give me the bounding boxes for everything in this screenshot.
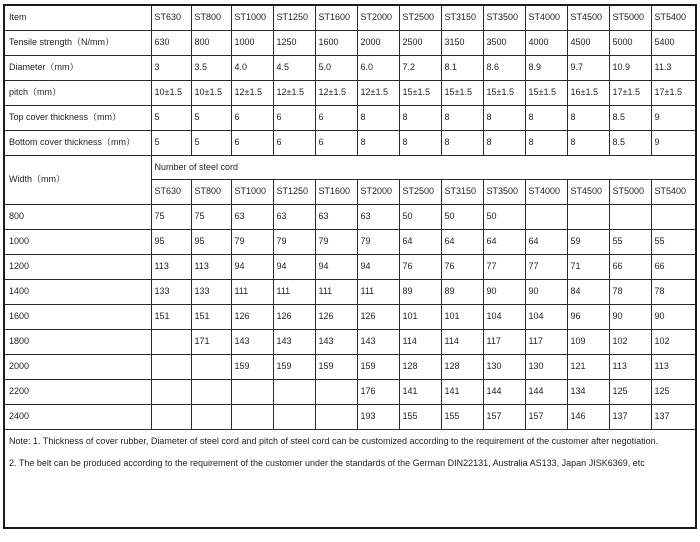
spec-value-cell: 3150 — [441, 31, 483, 56]
spec-value-cell: 8 — [483, 106, 525, 131]
cord-count-cell: 109 — [567, 330, 609, 355]
cord-count-cell: 78 — [651, 280, 697, 305]
cord-count-cell: 75 — [151, 205, 191, 230]
width-row — [5, 230, 697, 255]
spec-value-cell: 8 — [567, 131, 609, 156]
spec-value-cell: 12±1.5 — [231, 81, 273, 106]
cord-count-cell: 133 — [151, 280, 191, 305]
spec-value-cell: 630 — [151, 31, 191, 56]
cord-count-cell: 176 — [357, 380, 399, 405]
spec-row — [5, 31, 697, 56]
grade-header-cell: ST1250 — [273, 6, 315, 31]
cord-count-cell: 64 — [483, 230, 525, 255]
cord-count-cell: 64 — [441, 230, 483, 255]
cord-count-cell: 64 — [399, 230, 441, 255]
cord-count-cell: 130 — [483, 355, 525, 380]
spec-value-cell: 3500 — [483, 31, 525, 56]
spec-value-cell: 7.2 — [399, 56, 441, 81]
spec-value-cell: 6 — [315, 131, 357, 156]
cord-count-cell: 113 — [191, 255, 231, 280]
grade-header-cell: ST1600 — [315, 180, 357, 205]
spec-value-cell: 5400 — [651, 31, 697, 56]
cord-count-cell: 113 — [651, 355, 697, 380]
cord-count-cell: 104 — [525, 305, 567, 330]
spec-value-cell: 1600 — [315, 31, 357, 56]
cord-count-cell: 146 — [567, 405, 609, 430]
spec-value-cell: 8.5 — [609, 131, 651, 156]
cord-count-cell: 94 — [231, 255, 273, 280]
width-header-cell: Width（mm） — [5, 156, 151, 205]
cord-count-cell — [191, 405, 231, 430]
spec-value-cell: 6 — [273, 106, 315, 131]
width-label-cell: 1400 — [5, 280, 151, 305]
grade-header-cell: ST3150 — [441, 6, 483, 31]
grade-header-cell: ST630 — [151, 180, 191, 205]
spec-value-cell: 6.0 — [357, 56, 399, 81]
cord-count-cell: 126 — [231, 305, 273, 330]
cord-count-cell: 50 — [483, 205, 525, 230]
width-label-cell: 1800 — [5, 330, 151, 355]
cord-count-cell: 121 — [567, 355, 609, 380]
cord-count-cell: 151 — [191, 305, 231, 330]
cord-count-cell: 76 — [399, 255, 441, 280]
cord-count-cell: 59 — [567, 230, 609, 255]
spec-value-cell: 12±1.5 — [315, 81, 357, 106]
width-row — [5, 255, 697, 280]
cord-count-cell — [609, 205, 651, 230]
cord-count-cell: 101 — [441, 305, 483, 330]
spec-value-cell: 8 — [525, 131, 567, 156]
cord-count-cell: 111 — [231, 280, 273, 305]
cord-count-cell: 144 — [525, 380, 567, 405]
spec-value-cell: 5.0 — [315, 56, 357, 81]
width-label-cell: 1600 — [5, 305, 151, 330]
grade-header-cell: ST5400 — [651, 180, 697, 205]
notes-cell — [5, 430, 697, 475]
cord-count-cell: 79 — [357, 230, 399, 255]
spec-value-cell: 5 — [151, 106, 191, 131]
spec-label-cell: pitch（mm） — [5, 81, 151, 106]
width-label-cell: 1200 — [5, 255, 151, 280]
cord-count-cell: 94 — [357, 255, 399, 280]
grade-header-cell: ST1600 — [315, 6, 357, 31]
spec-value-cell: 3.5 — [191, 56, 231, 81]
grade-header-cell: ST3150 — [441, 180, 483, 205]
cord-count-cell: 96 — [567, 305, 609, 330]
cord-count-cell: 137 — [651, 405, 697, 430]
cord-count-cell: 95 — [191, 230, 231, 255]
cord-count-cell: 75 — [191, 205, 231, 230]
spec-value-cell: 8 — [441, 106, 483, 131]
spec-value-cell: 8.1 — [441, 56, 483, 81]
cord-count-cell: 90 — [651, 305, 697, 330]
spec-value-cell: 10±1.5 — [191, 81, 231, 106]
cord-count-cell: 171 — [191, 330, 231, 355]
cord-count-cell: 63 — [315, 205, 357, 230]
grade-header-cell: ST2000 — [357, 6, 399, 31]
cord-count-cell: 111 — [315, 280, 357, 305]
width-row — [5, 280, 697, 305]
cord-count-cell — [525, 205, 567, 230]
spec-row — [5, 56, 697, 81]
spec-value-cell: 12±1.5 — [273, 81, 315, 106]
item-header-cell: Item — [5, 6, 151, 31]
cord-count-cell: 134 — [567, 380, 609, 405]
cord-count-cell: 159 — [315, 355, 357, 380]
grade-header-row — [5, 6, 697, 31]
cord-count-cell: 94 — [273, 255, 315, 280]
spec-value-cell: 8 — [525, 106, 567, 131]
spec-value-cell: 4500 — [567, 31, 609, 56]
cord-count-cell: 102 — [651, 330, 697, 355]
spec-value-cell: 2500 — [399, 31, 441, 56]
spec-value-cell: 800 — [191, 31, 231, 56]
cord-count-cell — [315, 380, 357, 405]
cord-count-cell: 84 — [567, 280, 609, 305]
spec-value-cell: 17±1.5 — [609, 81, 651, 106]
spec-value-cell: 4.0 — [231, 56, 273, 81]
cord-count-cell: 66 — [609, 255, 651, 280]
grade-header-cell: ST800 — [191, 6, 231, 31]
cord-count-cell: 159 — [357, 355, 399, 380]
cord-count-cell: 159 — [231, 355, 273, 380]
cord-count-cell: 79 — [315, 230, 357, 255]
steel-cord-belt-spec-table — [5, 6, 697, 474]
cord-title-cell: Number of steel cord — [151, 156, 697, 180]
width-label-cell: 2400 — [5, 405, 151, 430]
spec-value-cell: 6 — [231, 106, 273, 131]
width-row — [5, 205, 697, 230]
spec-value-cell: 8.6 — [483, 56, 525, 81]
cord-count-cell: 77 — [483, 255, 525, 280]
spec-value-cell: 9 — [651, 131, 697, 156]
cord-count-cell: 89 — [441, 280, 483, 305]
cord-count-cell — [151, 405, 191, 430]
spec-value-cell: 8.5 — [609, 106, 651, 131]
spec-value-cell: 8 — [567, 106, 609, 131]
width-label-cell: 2200 — [5, 380, 151, 405]
cord-count-cell — [151, 380, 191, 405]
cord-count-cell — [151, 355, 191, 380]
grade-header-cell: ST630 — [151, 6, 191, 31]
grade-header-cell: ST4000 — [525, 6, 567, 31]
cord-count-cell: 159 — [273, 355, 315, 380]
grade-header-cell: ST2000 — [357, 180, 399, 205]
width-row — [5, 305, 697, 330]
cord-count-cell — [273, 380, 315, 405]
cord-count-cell: 157 — [525, 405, 567, 430]
grade-header-cell: ST4500 — [567, 180, 609, 205]
cord-count-cell: 90 — [525, 280, 567, 305]
width-label-cell: 2000 — [5, 355, 151, 380]
grade-header-cell: ST1000 — [231, 6, 273, 31]
cord-count-cell — [273, 405, 315, 430]
cord-count-cell: 143 — [315, 330, 357, 355]
cord-count-cell: 151 — [151, 305, 191, 330]
spec-value-cell: 6 — [315, 106, 357, 131]
cord-count-cell: 55 — [651, 230, 697, 255]
cord-count-cell: 143 — [357, 330, 399, 355]
cord-title-row — [5, 156, 697, 180]
spec-value-cell: 1000 — [231, 31, 273, 56]
spec-value-cell: 8 — [399, 131, 441, 156]
cord-count-cell: 94 — [315, 255, 357, 280]
cord-count-cell: 117 — [483, 330, 525, 355]
cord-count-cell: 50 — [399, 205, 441, 230]
grade-header-cell: ST4000 — [525, 180, 567, 205]
cord-count-cell: 66 — [651, 255, 697, 280]
cord-count-cell: 77 — [525, 255, 567, 280]
cord-count-cell: 193 — [357, 405, 399, 430]
cord-count-cell: 155 — [399, 405, 441, 430]
notes — [5, 430, 697, 475]
cord-count-cell: 111 — [357, 280, 399, 305]
spec-label-cell: Top cover thickness（mm） — [5, 106, 151, 131]
width-row — [5, 355, 697, 380]
cord-count-cell: 155 — [441, 405, 483, 430]
grade-header-cell: ST5400 — [651, 6, 697, 31]
cord-count-cell — [231, 380, 273, 405]
cord-count-cell: 128 — [441, 355, 483, 380]
spec-value-cell: 8 — [357, 131, 399, 156]
spec-value-cell: 10±1.5 — [151, 81, 191, 106]
grade-header-cell: ST5000 — [609, 180, 651, 205]
width-row — [5, 405, 697, 430]
spec-row — [5, 106, 697, 131]
cord-count-cell: 117 — [525, 330, 567, 355]
spec-value-cell: 5 — [191, 131, 231, 156]
spec-value-cell: 11.3 — [651, 56, 697, 81]
cord-count-cell: 104 — [483, 305, 525, 330]
cord-count-cell: 125 — [651, 380, 697, 405]
cord-count-cell: 126 — [273, 305, 315, 330]
cord-count-cell: 64 — [525, 230, 567, 255]
spec-value-cell: 8 — [441, 131, 483, 156]
grade-header-cell: ST1000 — [231, 180, 273, 205]
grade-header-cell: ST4500 — [567, 6, 609, 31]
grade-header-cell: ST800 — [191, 180, 231, 205]
cord-count-cell: 79 — [273, 230, 315, 255]
grade-header-cell: ST3500 — [483, 180, 525, 205]
grade-header-cell: ST2500 — [399, 6, 441, 31]
spec-value-cell: 17±1.5 — [651, 81, 697, 106]
cord-count-cell: 141 — [441, 380, 483, 405]
width-label-cell: 1000 — [5, 230, 151, 255]
note-line: 2. The belt can be produced according to the requirement of the customer under the standards of the German DIN22131, Australia AS133, Japan JISK6369, etc — [9, 458, 645, 468]
cord-count-cell: 101 — [399, 305, 441, 330]
cord-count-cell — [191, 355, 231, 380]
spec-value-cell: 6 — [231, 131, 273, 156]
cord-count-cell: 114 — [441, 330, 483, 355]
cord-count-cell: 143 — [273, 330, 315, 355]
spec-value-cell: 2000 — [357, 31, 399, 56]
cord-count-cell: 141 — [399, 380, 441, 405]
spec-value-cell: 12±1.5 — [357, 81, 399, 106]
cord-count-cell — [315, 405, 357, 430]
cord-count-cell: 102 — [609, 330, 651, 355]
width-label-cell: 800 — [5, 205, 151, 230]
cord-count-cell: 90 — [609, 305, 651, 330]
cord-count-cell: 89 — [399, 280, 441, 305]
cord-count-cell: 133 — [191, 280, 231, 305]
cord-count-cell: 125 — [609, 380, 651, 405]
width-row — [5, 330, 697, 355]
spec-label-cell: Tensile strength（N/mm） — [5, 31, 151, 56]
cord-count-cell — [151, 330, 191, 355]
cord-count-cell: 114 — [399, 330, 441, 355]
cord-count-cell: 76 — [441, 255, 483, 280]
cord-count-cell: 126 — [315, 305, 357, 330]
spec-value-cell: 15±1.5 — [483, 81, 525, 106]
grade-header-cell: ST1250 — [273, 180, 315, 205]
spec-value-cell: 9 — [651, 106, 697, 131]
spec-value-cell: 15±1.5 — [441, 81, 483, 106]
spec-value-cell: 5 — [151, 131, 191, 156]
cord-count-cell: 126 — [357, 305, 399, 330]
spec-row — [5, 131, 697, 156]
spec-value-cell: 4000 — [525, 31, 567, 56]
cord-count-cell: 144 — [483, 380, 525, 405]
grade-header-cell: ST2500 — [399, 180, 441, 205]
grade-header-cell: ST3500 — [483, 6, 525, 31]
cord-count-cell: 143 — [231, 330, 273, 355]
cord-count-cell: 137 — [609, 405, 651, 430]
spec-value-cell: 8 — [399, 106, 441, 131]
cord-count-cell: 71 — [567, 255, 609, 280]
spec-label-cell: Diameter（mm） — [5, 56, 151, 81]
cord-count-cell: 63 — [273, 205, 315, 230]
cord-count-cell — [231, 405, 273, 430]
cord-count-cell — [651, 205, 697, 230]
cord-count-cell: 78 — [609, 280, 651, 305]
spec-value-cell: 3 — [151, 56, 191, 81]
cord-count-cell: 79 — [231, 230, 273, 255]
cord-count-cell: 113 — [151, 255, 191, 280]
cord-count-cell: 55 — [609, 230, 651, 255]
spec-value-cell: 16±1.5 — [567, 81, 609, 106]
cord-count-cell: 90 — [483, 280, 525, 305]
cord-count-cell — [191, 380, 231, 405]
cord-count-cell: 157 — [483, 405, 525, 430]
width-row — [5, 380, 697, 405]
spec-value-cell: 8 — [357, 106, 399, 131]
cord-count-cell: 128 — [399, 355, 441, 380]
spec-value-cell: 6 — [273, 131, 315, 156]
cord-count-cell: 130 — [525, 355, 567, 380]
cord-count-cell: 113 — [609, 355, 651, 380]
note-line: Note: 1. Thickness of cover rubber, Diameter of steel cord and pitch of steel cord can be customized according to the requirement of the customer after negotiation. — [9, 436, 659, 446]
spec-sheet — [3, 4, 697, 529]
cord-count-cell: 63 — [231, 205, 273, 230]
cord-count-cell — [567, 205, 609, 230]
cord-count-cell: 63 — [357, 205, 399, 230]
spec-value-cell: 8.9 — [525, 56, 567, 81]
cord-count-cell: 50 — [441, 205, 483, 230]
grade-header-cell: ST5000 — [609, 6, 651, 31]
spec-value-cell: 8 — [483, 131, 525, 156]
spec-value-cell: 5 — [191, 106, 231, 131]
spec-row — [5, 81, 697, 106]
spec-value-cell: 5000 — [609, 31, 651, 56]
spec-value-cell: 4.5 — [273, 56, 315, 81]
spec-value-cell: 1250 — [273, 31, 315, 56]
cord-count-cell: 95 — [151, 230, 191, 255]
spec-value-cell: 15±1.5 — [399, 81, 441, 106]
spec-value-cell: 10.9 — [609, 56, 651, 81]
spec-label-cell: Bottom cover thickness（mm） — [5, 131, 151, 156]
cord-count-cell: 111 — [273, 280, 315, 305]
spec-value-cell: 15±1.5 — [525, 81, 567, 106]
spec-value-cell: 9.7 — [567, 56, 609, 81]
